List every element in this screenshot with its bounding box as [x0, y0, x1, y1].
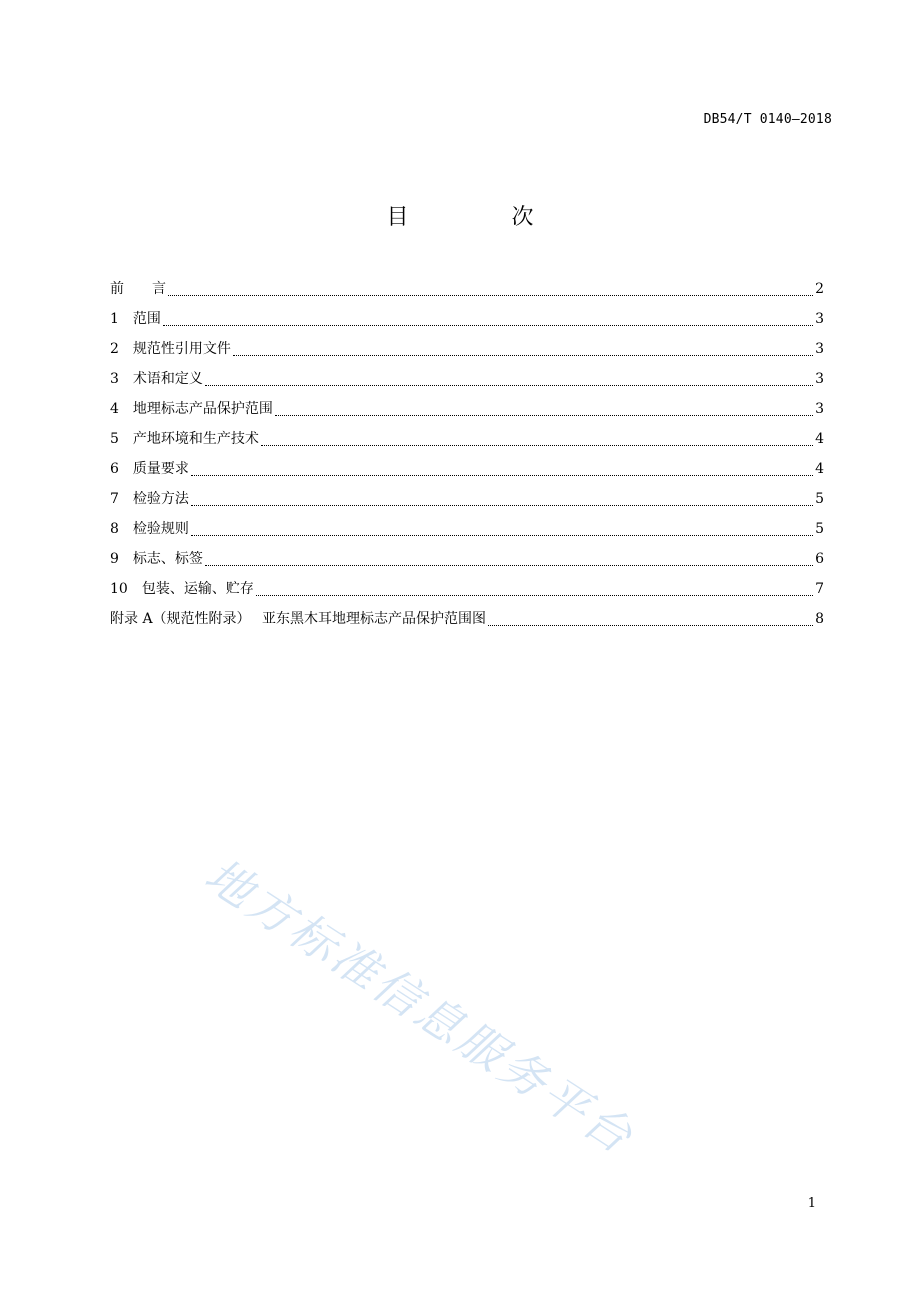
toc-entry-label: 地理标志产品保护范围 [132, 401, 273, 417]
toc-entry-inspection-rules[interactable] [110, 518, 824, 548]
toc-entry-label: 产地环境和生产技术 [132, 431, 259, 447]
toc-leader-dots [205, 384, 813, 386]
toc-entry-page: 3 [815, 341, 824, 357]
toc-leader-dots [191, 474, 813, 476]
page-number: 1 [807, 1196, 816, 1211]
toc-entry-number: 2 [110, 341, 133, 357]
toc-entry-quality[interactable] [110, 458, 824, 488]
toc-entry-label: 质量要求 [132, 461, 189, 477]
toc-leader-dots [205, 564, 813, 566]
toc-entry-label: 检验规则 [132, 521, 189, 537]
toc-entry-number: 9 [110, 551, 133, 567]
toc-entry-foreword[interactable] [110, 278, 824, 308]
toc-entry-page: 4 [815, 431, 824, 447]
toc-entry-label: 检验方法 [132, 491, 189, 507]
toc-leader-dots [191, 504, 813, 506]
toc-entry-page: 6 [815, 551, 824, 567]
toc-entry-label: 前 言 [110, 281, 166, 297]
toc-entry-page: 4 [815, 461, 824, 477]
toc-entry-scope[interactable] [110, 308, 824, 338]
toc-leader-dots [261, 444, 813, 446]
toc-leader-dots [488, 624, 813, 626]
toc-entry-marking[interactable] [110, 548, 824, 578]
toc-entry-number: 5 [110, 431, 133, 447]
toc-entry-protection-scope[interactable] [110, 398, 824, 428]
toc-entry-page: 3 [815, 401, 824, 417]
toc-entry-packaging[interactable] [110, 578, 824, 608]
toc-entry-appendix-a[interactable] [110, 608, 824, 638]
toc-entry-number: 7 [110, 491, 133, 507]
toc-entry-number: 6 [110, 461, 133, 477]
toc-entry-page: 8 [815, 611, 824, 627]
toc-entry-label: 范围 [132, 311, 161, 327]
toc-entry-label: 规范性引用文件 [132, 341, 231, 357]
toc-leader-dots [275, 414, 813, 416]
toc-entry-label: 包装、运输、贮存 [141, 581, 254, 597]
toc-entry-environment[interactable] [110, 428, 824, 458]
toc-entry-number: 8 [110, 521, 133, 537]
toc-entry-page: 3 [815, 371, 824, 387]
table-of-contents [110, 278, 824, 638]
toc-leader-dots [256, 594, 813, 596]
toc-entry-label: 术语和定义 [132, 371, 203, 387]
toc-entry-page: 7 [815, 581, 824, 597]
toc-title: 目 次 [386, 205, 582, 230]
toc-entry-page: 3 [815, 311, 824, 327]
toc-entry-terms[interactable] [110, 368, 824, 398]
toc-leader-dots [168, 294, 813, 296]
toc-entry-label: 附录 A（规范性附录） 亚东黑木耳地理标志产品保护范围图 [110, 611, 487, 627]
document-code: DB54/T 0140—2018 [703, 112, 832, 127]
toc-leader-dots [163, 324, 813, 326]
toc-entry-page: 5 [815, 521, 824, 537]
toc-entry-number: 1 [110, 311, 133, 327]
toc-entry-number: 4 [110, 401, 133, 417]
watermark: 地方标准信息服务平台 [195, 847, 645, 1166]
toc-entry-number: 3 [110, 371, 133, 387]
toc-leader-dots [191, 534, 813, 536]
toc-entry-number: 10 [110, 581, 142, 597]
toc-entry-normative-references[interactable] [110, 338, 824, 368]
toc-entry-page: 2 [815, 281, 824, 297]
toc-entry-page: 5 [815, 491, 824, 507]
toc-leader-dots [233, 354, 813, 356]
toc-entry-test-methods[interactable] [110, 488, 824, 518]
toc-entry-label: 标志、标签 [132, 551, 203, 567]
